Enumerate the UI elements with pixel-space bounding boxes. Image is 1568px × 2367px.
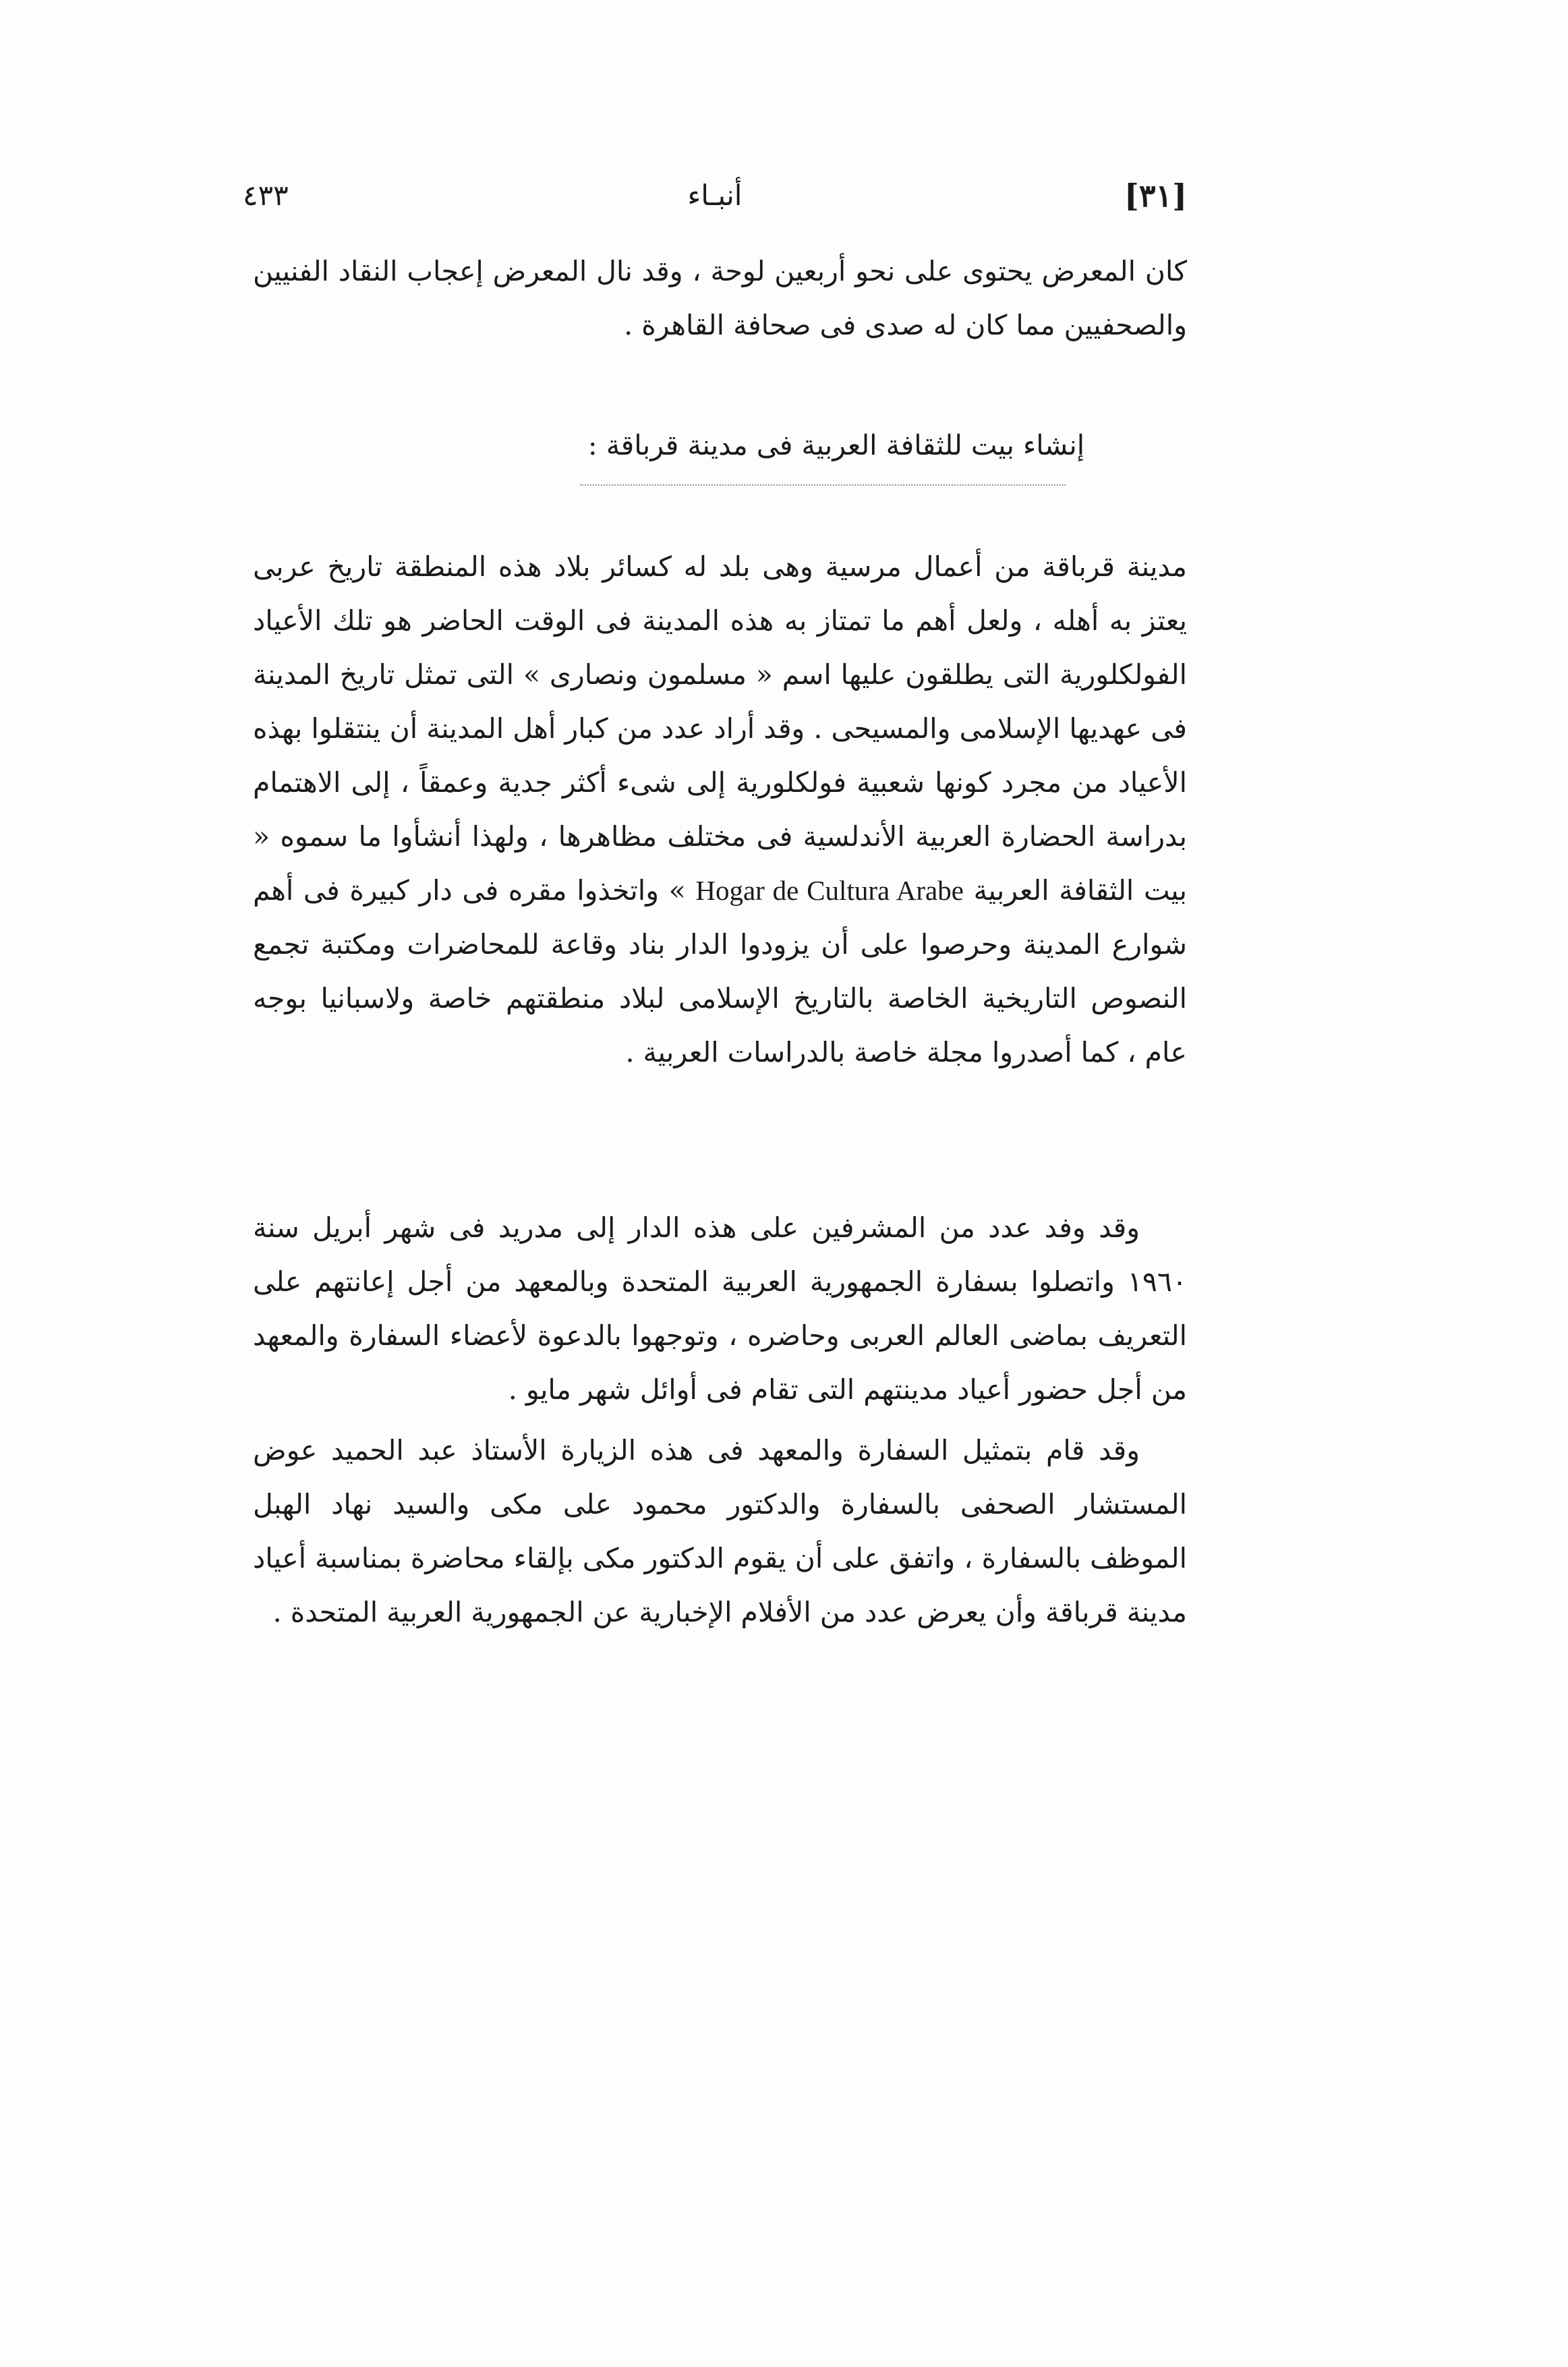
- page-number: ٤٣٣: [243, 179, 289, 212]
- body-paragraph-1: [253, 540, 1187, 1079]
- body-paragraph-2: وقد وفد عدد من المشرفين على هذه الدار إلى مدريد فى شهر أبريل سنة ١٩٦٠ واتصلوا بسفارة الجمهورية العربية المتحدة وبالمعهد من أجل إعانتهم على التعريف بماضى العالم العربى وحاضره ، وتوجهوا بالدعوة لأعضاء السفارة والمعهد من أجل حضور أعياد مدينتهم التى تقام فى أوائل شهر مايو .: [253, 1211, 1187, 1406]
- paragraph-1-continuation: » واتخذوا مقره فى دار كبيرة فى أهم شوارع المدينة وحرصوا على أن يزودوا الدار بناد وقاعة للمحاضرات ومكتبة تجمع النصوص التاريخية الخاصة بالتاريخ الإسلامى لبلاد منطقتهم خاصة ولاسبانيا بوجه عام ، كما أصدروا مجلة خاصة بالدراسات العربية .: [253, 874, 1187, 1068]
- intro-paragraph: كان المعرض يحتوى على نحو أربعين لوحة ، وقد نال المعرض إعجاب النقاد الفنيين والصحفيين مما كان له صدى فى صحافة القاهرة .: [253, 255, 1187, 341]
- heading-underline: [580, 484, 1066, 486]
- body-paragraph-3: وقد قام بتمثيل السفارة والمعهد فى هذه الزيارة الأستاذ عبد الحميد عوض المستشار الصحفى بالسفارة والدكتور محمود على مكى والسيد نهاد الهبل الموظف بالسفارة ، واتفق على أن يقوم الدكتور مكى بإلقاء محاضرة بمناسبة أعياد مدينة قرباقة وأن يعرض عدد من الأفلام الإخبارية عن الجمهورية العربية المتحدة .: [253, 1434, 1187, 1628]
- page-header: [243, 172, 1187, 219]
- section-heading: إنشاء بيت للثقافة العربية فى مدينة قرباقة :: [587, 429, 1085, 461]
- paragraph-1-text: مدينة قرباقة من أعمال مرسية وهى بلد له كسائر بلاد هذه المنطقة تاريخ عربى يعتز به أهله ، ولعل أهم ما تمتاز به هذه المدينة فى الوقت الحاضر هو تلك الأعياد الفولكلورية التى يطلقون عليها اسم « مسلمون ونصارى » التى تمثل تاريخ المدينة فى عهديها الإسلامى والمسيحى . وقد أراد عدد من كبار أهل المدينة أن ينتقلوا بهذه الأعياد من مجرد كونها شعبية فولكلورية إلى شىء أكثر جدية وعمقاً ، إلى الاهتمام بدراسة الحضارة العربية الأندلسية فى مختلف مظاهرها ، ولهذا أنشأوا ما سموه « بيت الثقافة العربية: [253, 550, 1187, 907]
- section-number: [٣١]: [1124, 177, 1187, 214]
- latin-name: Hogar de Cultura Arabe: [695, 875, 964, 906]
- running-title: أنبـاء: [687, 179, 743, 212]
